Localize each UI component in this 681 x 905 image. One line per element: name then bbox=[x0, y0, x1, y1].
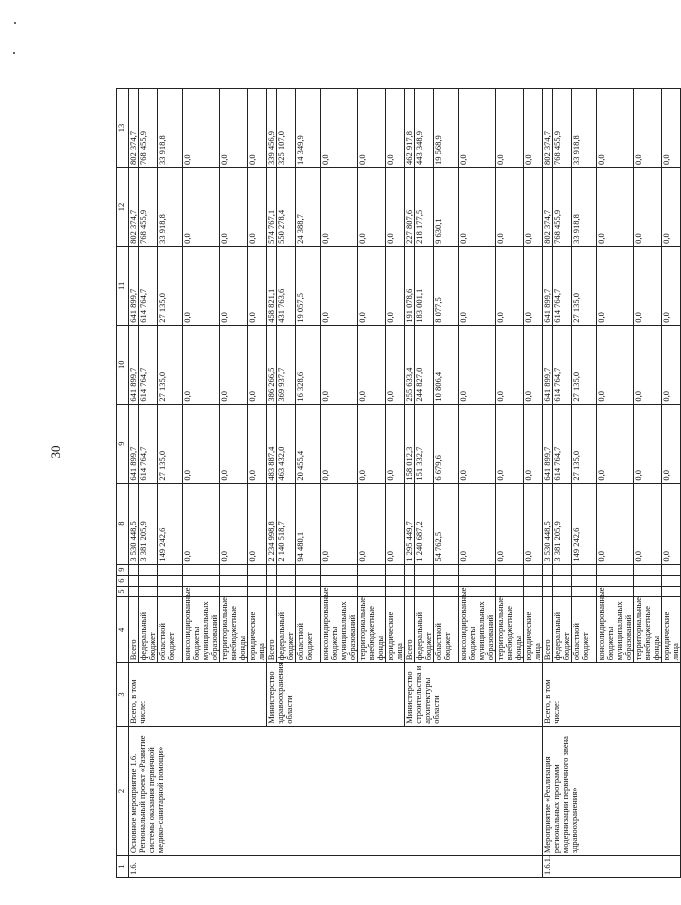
funding-source: консолидированные бюджеты муниципальных образований bbox=[459, 597, 496, 663]
amount-cell: 614 764,7 bbox=[553, 246, 572, 325]
amount-cell: 149 242,6 bbox=[158, 483, 183, 564]
amount-cell: 0,0 bbox=[459, 89, 496, 168]
funding-source: областной бюджет bbox=[434, 597, 459, 663]
amount-cell: 0,0 bbox=[634, 168, 662, 247]
column-header: 5 bbox=[117, 586, 129, 597]
funding-source: Всего bbox=[267, 597, 277, 663]
amount-cell: 0,0 bbox=[358, 89, 386, 168]
amount-cell: 27 135,0 bbox=[572, 246, 597, 325]
column-header: 1 bbox=[117, 856, 129, 878]
amount-cell bbox=[415, 575, 434, 586]
amount-cell bbox=[386, 564, 405, 575]
amount-cell: 149 242,6 bbox=[572, 483, 597, 564]
funding-source: юридические лица bbox=[662, 597, 681, 663]
amount-cell: 0,0 bbox=[496, 89, 524, 168]
amount-cell: 0,0 bbox=[321, 168, 358, 247]
executor-cell: Министерство строительства и архитектуры области bbox=[405, 663, 543, 727]
item-number: 1.6. bbox=[129, 856, 543, 878]
amount-cell: 0,0 bbox=[358, 483, 386, 564]
amount-cell: 0,0 bbox=[248, 89, 267, 168]
funding-source: областной бюджет bbox=[296, 597, 321, 663]
amount-cell: 0,0 bbox=[496, 168, 524, 247]
amount-cell bbox=[129, 586, 139, 597]
amount-cell: 14 349,9 bbox=[296, 89, 321, 168]
amount-cell: 0,0 bbox=[248, 404, 267, 483]
amount-cell bbox=[158, 586, 183, 597]
amount-cell bbox=[662, 564, 681, 575]
amount-cell: 0,0 bbox=[386, 483, 405, 564]
amount-cell bbox=[415, 564, 434, 575]
amount-cell: 0,0 bbox=[220, 89, 248, 168]
amount-cell: 54 762,5 bbox=[434, 483, 459, 564]
amount-cell: 19 568,9 bbox=[434, 89, 459, 168]
amount-cell: 0,0 bbox=[597, 404, 634, 483]
item-name: Мероприятие «Реализация региональных программ модернизации первичного звена здравоохранения» bbox=[543, 726, 681, 855]
amount-cell: 183 001,1 bbox=[415, 246, 434, 325]
amount-cell: 369 937,7 bbox=[277, 325, 296, 404]
amount-cell: 2 140 518,7 bbox=[277, 483, 296, 564]
column-header: 8 bbox=[117, 483, 129, 564]
amount-cell: 614 764,7 bbox=[553, 404, 572, 483]
amount-cell: 16 328,6 bbox=[296, 325, 321, 404]
amount-cell: 0,0 bbox=[496, 325, 524, 404]
executor-cell: Всего, в том числе: bbox=[543, 663, 681, 727]
amount-cell: 0,0 bbox=[634, 483, 662, 564]
amount-cell: 339 456,9 bbox=[267, 89, 277, 168]
funding-source: юридические лица bbox=[248, 597, 267, 663]
amount-cell: 0,0 bbox=[459, 246, 496, 325]
amount-cell: 0,0 bbox=[220, 246, 248, 325]
amount-cell: 227 807,6 bbox=[405, 168, 415, 247]
amount-cell: 33 918,8 bbox=[572, 168, 597, 247]
amount-cell: 0,0 bbox=[662, 483, 681, 564]
amount-cell: 0,0 bbox=[321, 246, 358, 325]
amount-cell bbox=[296, 575, 321, 586]
amount-cell: 0,0 bbox=[321, 483, 358, 564]
amount-cell bbox=[662, 575, 681, 586]
amount-cell: 574 767,1 bbox=[267, 168, 277, 247]
amount-cell: 0,0 bbox=[597, 89, 634, 168]
amount-cell bbox=[358, 586, 386, 597]
amount-cell: 0,0 bbox=[183, 404, 220, 483]
amount-cell: 0,0 bbox=[386, 168, 405, 247]
amount-cell: 244 827,0 bbox=[415, 325, 434, 404]
amount-cell bbox=[139, 586, 158, 597]
amount-cell: 0,0 bbox=[459, 483, 496, 564]
amount-cell: 33 918,8 bbox=[572, 89, 597, 168]
amount-cell: 0,0 bbox=[220, 168, 248, 247]
amount-cell: 0,0 bbox=[634, 404, 662, 483]
amount-cell: 24 388,7 bbox=[296, 168, 321, 247]
funding-source: Всего bbox=[129, 597, 139, 663]
amount-cell bbox=[267, 564, 277, 575]
funding-source: Всего bbox=[543, 597, 553, 663]
amount-cell: 94 480,1 bbox=[296, 483, 321, 564]
funding-source: территориальные внебюджетные фонды bbox=[220, 597, 248, 663]
amount-cell bbox=[524, 586, 543, 597]
amount-cell bbox=[129, 564, 139, 575]
funding-source: территориальные внебюджетные фонды bbox=[634, 597, 662, 663]
amount-cell: 0,0 bbox=[524, 404, 543, 483]
amount-cell: 33 918,8 bbox=[158, 168, 183, 247]
amount-cell: 0,0 bbox=[459, 168, 496, 247]
amount-cell bbox=[543, 564, 553, 575]
amount-cell: 3 530 448,5 bbox=[129, 483, 139, 564]
amount-cell bbox=[296, 564, 321, 575]
amount-cell: 483 887,4 bbox=[267, 404, 277, 483]
amount-cell bbox=[597, 564, 634, 575]
amount-cell: 768 455,9 bbox=[553, 89, 572, 168]
amount-cell: 6 679,6 bbox=[434, 404, 459, 483]
amount-cell: 191 078,6 bbox=[405, 246, 415, 325]
amount-cell: 0,0 bbox=[496, 483, 524, 564]
funding-source: юридические лица bbox=[386, 597, 405, 663]
amount-cell bbox=[434, 564, 459, 575]
amount-cell: 0,0 bbox=[248, 168, 267, 247]
amount-cell bbox=[572, 586, 597, 597]
column-header: 3 bbox=[117, 663, 129, 727]
amount-cell: 0,0 bbox=[597, 325, 634, 404]
amount-cell: 9 630,1 bbox=[434, 168, 459, 247]
header-row bbox=[117, 89, 129, 878]
amount-cell bbox=[496, 586, 524, 597]
amount-cell bbox=[220, 575, 248, 586]
amount-cell: 3 381 205,9 bbox=[139, 483, 158, 564]
amount-cell: 1 240 687,2 bbox=[415, 483, 434, 564]
amount-cell bbox=[139, 575, 158, 586]
amount-cell bbox=[248, 586, 267, 597]
amount-cell: 463 432,0 bbox=[277, 404, 296, 483]
amount-cell bbox=[572, 575, 597, 586]
column-header: 10 bbox=[117, 325, 129, 404]
amount-cell: 0,0 bbox=[386, 325, 405, 404]
amount-cell: 1 295 449,7 bbox=[405, 483, 415, 564]
amount-cell: 0,0 bbox=[358, 325, 386, 404]
amount-cell: 19 057,5 bbox=[296, 246, 321, 325]
amount-cell: 10 806,4 bbox=[434, 325, 459, 404]
amount-cell: 614 764,7 bbox=[139, 246, 158, 325]
amount-cell bbox=[524, 564, 543, 575]
amount-cell bbox=[634, 564, 662, 575]
amount-cell: 27 135,0 bbox=[158, 325, 183, 404]
amount-cell: 0,0 bbox=[662, 168, 681, 247]
table-row bbox=[129, 89, 139, 878]
amount-cell: 614 764,7 bbox=[139, 325, 158, 404]
amount-cell: 158 012,3 bbox=[405, 404, 415, 483]
amount-cell: 431 763,6 bbox=[277, 246, 296, 325]
amount-cell: 386 266,5 bbox=[267, 325, 277, 404]
amount-cell bbox=[496, 564, 524, 575]
amount-cell bbox=[129, 575, 139, 586]
column-header: 9 bbox=[117, 564, 129, 575]
amount-cell: 641 899,7 bbox=[129, 404, 139, 483]
amount-cell: 462 917,8 bbox=[405, 89, 415, 168]
amount-cell bbox=[459, 564, 496, 575]
amount-cell: 768 455,9 bbox=[139, 168, 158, 247]
amount-cell bbox=[597, 575, 634, 586]
amount-cell: 614 764,7 bbox=[553, 325, 572, 404]
amount-cell: 768 455,9 bbox=[139, 89, 158, 168]
amount-cell: 802 374,7 bbox=[129, 89, 139, 168]
amount-cell: 641 899,7 bbox=[543, 325, 553, 404]
item-name: Основное мероприятие 1.6. Региональный проект «Развитие системы оказания первичной медико-санитарной помощи» bbox=[129, 726, 543, 855]
amount-cell bbox=[553, 575, 572, 586]
amount-cell: 0,0 bbox=[524, 483, 543, 564]
amount-cell bbox=[183, 564, 220, 575]
scan-speck bbox=[14, 22, 16, 24]
amount-cell: 27 135,0 bbox=[158, 404, 183, 483]
amount-cell: 0,0 bbox=[597, 483, 634, 564]
amount-cell: 0,0 bbox=[183, 89, 220, 168]
amount-cell: 0,0 bbox=[220, 325, 248, 404]
amount-cell bbox=[662, 586, 681, 597]
amount-cell bbox=[183, 575, 220, 586]
amount-cell: 0,0 bbox=[321, 325, 358, 404]
amount-cell: 641 899,7 bbox=[543, 404, 553, 483]
amount-cell: 0,0 bbox=[662, 89, 681, 168]
amount-cell: 0,0 bbox=[496, 404, 524, 483]
amount-cell: 255 633,4 bbox=[405, 325, 415, 404]
amount-cell: 0,0 bbox=[183, 168, 220, 247]
amount-cell: 0,0 bbox=[321, 89, 358, 168]
amount-cell: 0,0 bbox=[183, 325, 220, 404]
amount-cell bbox=[572, 564, 597, 575]
amount-cell bbox=[553, 564, 572, 575]
amount-cell: 0,0 bbox=[220, 404, 248, 483]
amount-cell bbox=[267, 575, 277, 586]
amount-cell: 0,0 bbox=[597, 168, 634, 247]
page-number: 30 bbox=[48, 445, 63, 459]
amount-cell bbox=[358, 564, 386, 575]
funding-source: юридические лица bbox=[524, 597, 543, 663]
amount-cell: 20 455,4 bbox=[296, 404, 321, 483]
executor-cell: Министерство здравоохранения области bbox=[267, 663, 405, 727]
amount-cell bbox=[296, 586, 321, 597]
amount-cell bbox=[321, 575, 358, 586]
amount-cell bbox=[220, 586, 248, 597]
amount-cell bbox=[158, 564, 183, 575]
amount-cell: 550 278,4 bbox=[277, 168, 296, 247]
column-header: 9 bbox=[117, 404, 129, 483]
amount-cell bbox=[459, 575, 496, 586]
amount-cell bbox=[386, 575, 405, 586]
amount-cell: 0,0 bbox=[248, 246, 267, 325]
item-number: 1.6.1. bbox=[543, 856, 681, 878]
amount-cell: 0,0 bbox=[524, 168, 543, 247]
amount-cell: 0,0 bbox=[183, 246, 220, 325]
amount-cell: 768 455,9 bbox=[553, 168, 572, 247]
amount-cell: 0,0 bbox=[634, 325, 662, 404]
amount-cell: 802 374,7 bbox=[543, 89, 553, 168]
amount-cell bbox=[158, 575, 183, 586]
amount-cell bbox=[405, 586, 415, 597]
amount-cell: 218 177,5 bbox=[415, 168, 434, 247]
rotated-budget-table-container bbox=[116, 88, 680, 878]
amount-cell bbox=[634, 575, 662, 586]
amount-cell: 802 374,7 bbox=[129, 168, 139, 247]
amount-cell: 458 821,1 bbox=[267, 246, 277, 325]
amount-cell: 151 332,7 bbox=[415, 404, 434, 483]
amount-cell: 0,0 bbox=[248, 325, 267, 404]
amount-cell bbox=[405, 575, 415, 586]
amount-cell bbox=[553, 586, 572, 597]
amount-cell: 614 764,7 bbox=[139, 404, 158, 483]
amount-cell bbox=[543, 586, 553, 597]
amount-cell: 0,0 bbox=[662, 246, 681, 325]
column-header: 4 bbox=[117, 597, 129, 663]
column-header: 13 bbox=[117, 89, 129, 168]
column-header: 6 bbox=[117, 575, 129, 586]
amount-cell: 641 899,7 bbox=[129, 246, 139, 325]
amount-cell: 0,0 bbox=[597, 246, 634, 325]
funding-source: федеральный бюджет bbox=[553, 597, 572, 663]
amount-cell bbox=[434, 575, 459, 586]
amount-cell: 0,0 bbox=[386, 246, 405, 325]
amount-cell: 0,0 bbox=[386, 404, 405, 483]
amount-cell bbox=[248, 564, 267, 575]
amount-cell: 27 135,0 bbox=[572, 404, 597, 483]
funding-source: федеральный бюджет bbox=[415, 597, 434, 663]
amount-cell: 641 899,7 bbox=[543, 246, 553, 325]
scan-speck bbox=[13, 52, 15, 54]
column-header: 2 bbox=[117, 726, 129, 855]
amount-cell: 0,0 bbox=[524, 246, 543, 325]
amount-cell bbox=[543, 575, 553, 586]
amount-cell bbox=[248, 575, 267, 586]
amount-cell bbox=[321, 564, 358, 575]
amount-cell: 802 374,7 bbox=[543, 168, 553, 247]
column-header: 11 bbox=[117, 246, 129, 325]
amount-cell: 0,0 bbox=[220, 483, 248, 564]
amount-cell: 27 135,0 bbox=[158, 246, 183, 325]
amount-cell: 33 918,8 bbox=[158, 89, 183, 168]
funding-source: областной бюджет bbox=[572, 597, 597, 663]
amount-cell: 0,0 bbox=[183, 483, 220, 564]
amount-cell: 0,0 bbox=[524, 325, 543, 404]
funding-source: федеральный бюджет bbox=[277, 597, 296, 663]
amount-cell: 0,0 bbox=[248, 483, 267, 564]
amount-cell: 3 381 205,9 bbox=[553, 483, 572, 564]
amount-cell bbox=[405, 564, 415, 575]
amount-cell: 8 077,5 bbox=[434, 246, 459, 325]
amount-cell bbox=[277, 564, 296, 575]
executor-cell: Всего, в том числе: bbox=[129, 663, 267, 727]
amount-cell: 0,0 bbox=[358, 404, 386, 483]
funding-source: федеральный бюджет bbox=[139, 597, 158, 663]
amount-cell: 0,0 bbox=[459, 404, 496, 483]
amount-cell: 0,0 bbox=[386, 89, 405, 168]
amount-cell bbox=[634, 586, 662, 597]
amount-cell: 443 348,9 bbox=[415, 89, 434, 168]
amount-cell bbox=[139, 564, 158, 575]
amount-cell bbox=[434, 586, 459, 597]
funding-source: консолидированные бюджеты муниципальных образований bbox=[183, 597, 220, 663]
amount-cell: 27 135,0 bbox=[572, 325, 597, 404]
amount-cell bbox=[496, 575, 524, 586]
funding-source: консолидированные бюджеты муниципальных образований bbox=[597, 597, 634, 663]
funding-source: Всего bbox=[405, 597, 415, 663]
amount-cell bbox=[358, 575, 386, 586]
amount-cell bbox=[267, 586, 277, 597]
column-header: 12 bbox=[117, 168, 129, 247]
funding-source: консолидированные бюджеты муниципальных образований bbox=[321, 597, 358, 663]
funding-source: территориальные внебюджетные фонды bbox=[496, 597, 524, 663]
amount-cell bbox=[415, 586, 434, 597]
budget-table bbox=[116, 88, 681, 878]
amount-cell: 641 899,7 bbox=[129, 325, 139, 404]
amount-cell bbox=[386, 586, 405, 597]
amount-cell: 0,0 bbox=[662, 404, 681, 483]
amount-cell: 0,0 bbox=[459, 325, 496, 404]
amount-cell bbox=[524, 575, 543, 586]
amount-cell: 325 107,0 bbox=[277, 89, 296, 168]
amount-cell: 0,0 bbox=[524, 89, 543, 168]
amount-cell bbox=[277, 575, 296, 586]
table-row bbox=[543, 89, 553, 878]
amount-cell: 0,0 bbox=[634, 246, 662, 325]
amount-cell: 0,0 bbox=[321, 404, 358, 483]
amount-cell: 0,0 bbox=[662, 325, 681, 404]
amount-cell bbox=[220, 564, 248, 575]
amount-cell: 0,0 bbox=[358, 168, 386, 247]
amount-cell bbox=[277, 586, 296, 597]
funding-source: областной бюджет bbox=[158, 597, 183, 663]
funding-source: территориальные внебюджетные фонды bbox=[358, 597, 386, 663]
amount-cell: 2 234 998,8 bbox=[267, 483, 277, 564]
amount-cell: 3 530 448,5 bbox=[543, 483, 553, 564]
amount-cell: 0,0 bbox=[634, 89, 662, 168]
amount-cell: 0,0 bbox=[358, 246, 386, 325]
amount-cell: 0,0 bbox=[496, 246, 524, 325]
